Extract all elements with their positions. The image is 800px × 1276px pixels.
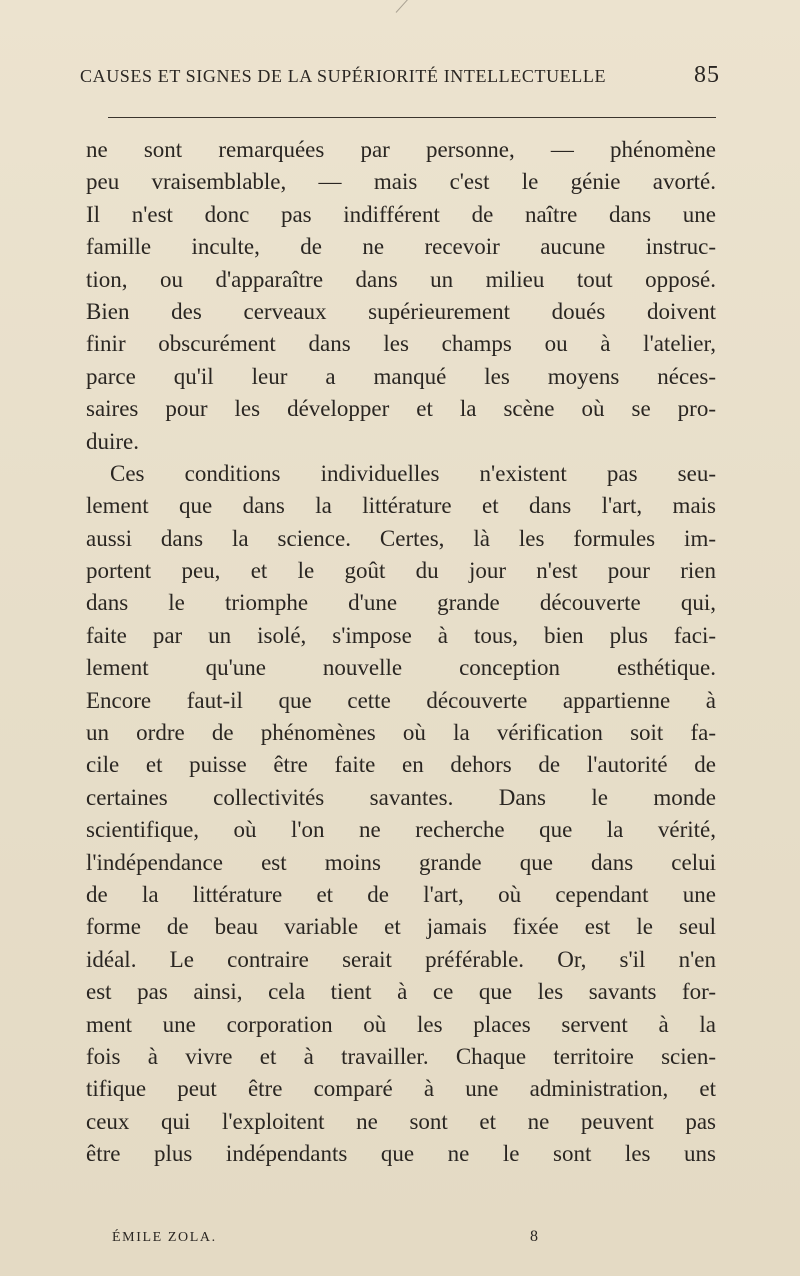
text-line: Bien des cerveaux supérieurement doués doivent xyxy=(86,298,716,324)
page-header xyxy=(80,56,720,96)
footer-signature: ÉMILE ZOLA. xyxy=(112,1230,217,1245)
text-line: ment une corporation où les places servent à la xyxy=(86,1011,716,1037)
text-line: scientifique, où l'on ne recherche que la vérité, xyxy=(86,817,716,843)
text-line: lement que dans la littérature et dans l'art, mais xyxy=(86,493,716,519)
running-head: CAUSES ET SIGNES DE LA SUPÉRIORITÉ INTELLECTUELLE xyxy=(80,66,607,86)
text-line: parce qu'il leur a manqué les moyens néces- xyxy=(86,363,716,389)
text-line: saires pour les développer et la scène où se pro- xyxy=(86,396,716,422)
text-line: Encore faut-il que cette découverte appartienne à xyxy=(86,687,716,713)
text-line: fois à vivre et à travailler. Chaque territoire scien- xyxy=(86,1043,716,1069)
text-line: ne sont remarquées par personne, — phénomène xyxy=(86,137,716,162)
header-rule xyxy=(108,117,716,118)
text-line: l'indépendance est moins grande que dans celui xyxy=(86,849,716,875)
text-line: certaines collectivités savantes. Dans le monde xyxy=(86,784,716,810)
text-line: être plus indépendants que ne le sont les uns xyxy=(86,1141,716,1167)
text-line: de la littérature et de l'art, où cependant une xyxy=(86,881,716,907)
body-text xyxy=(86,134,716,1171)
text-line: finir obscurément dans les champs ou à l'atelier, xyxy=(86,331,716,357)
text-line: idéal. Le contraire serait préférable. Or, s'il n'en xyxy=(86,946,716,972)
pencil-mark xyxy=(396,0,415,13)
page-number: 85 xyxy=(694,62,720,88)
text-line: peu vraisemblable, — mais c'est le génie avorté. xyxy=(86,169,716,195)
text-line: Ces conditions individuelles n'existent pas seu- xyxy=(110,460,716,486)
text-line: forme de beau variable et jamais fixée est le seul xyxy=(86,914,716,940)
text-line: Il n'est donc pas indifférent de naître dans une xyxy=(86,201,716,227)
text-line: portent peu, et le goût du jour n'est pour rien xyxy=(86,558,716,584)
text-line: aussi dans la science. Certes, là les formules im- xyxy=(86,525,716,551)
text-line: ceux qui l'exploitent ne sont et ne peuvent pas xyxy=(86,1108,716,1134)
text-line: dans le triomphe d'une grande découverte qui, xyxy=(86,590,716,616)
page-footer xyxy=(112,1230,672,1252)
text-line: famille inculte, de ne recevoir aucune instruc- xyxy=(86,234,716,260)
text-line: lement qu'une nouvelle conception esthétique. xyxy=(86,655,716,681)
text-line: duire. xyxy=(86,428,140,454)
text-line: tifique peut être comparé à une administration, et xyxy=(86,1076,716,1102)
text-line: est pas ainsi, cela tient à ce que les savants for- xyxy=(86,979,716,1005)
text-line: cile et puisse être faite en dehors de l'autorité de xyxy=(86,752,716,778)
text-line: tion, ou d'apparaître dans un milieu tout opposé. xyxy=(86,266,716,292)
text-line: un ordre de phénomènes où la vérification soit fa- xyxy=(86,720,716,746)
sheet-number: 8 xyxy=(530,1228,538,1245)
text-line: faite par un isolé, s'impose à tous, bien plus faci- xyxy=(86,622,716,648)
